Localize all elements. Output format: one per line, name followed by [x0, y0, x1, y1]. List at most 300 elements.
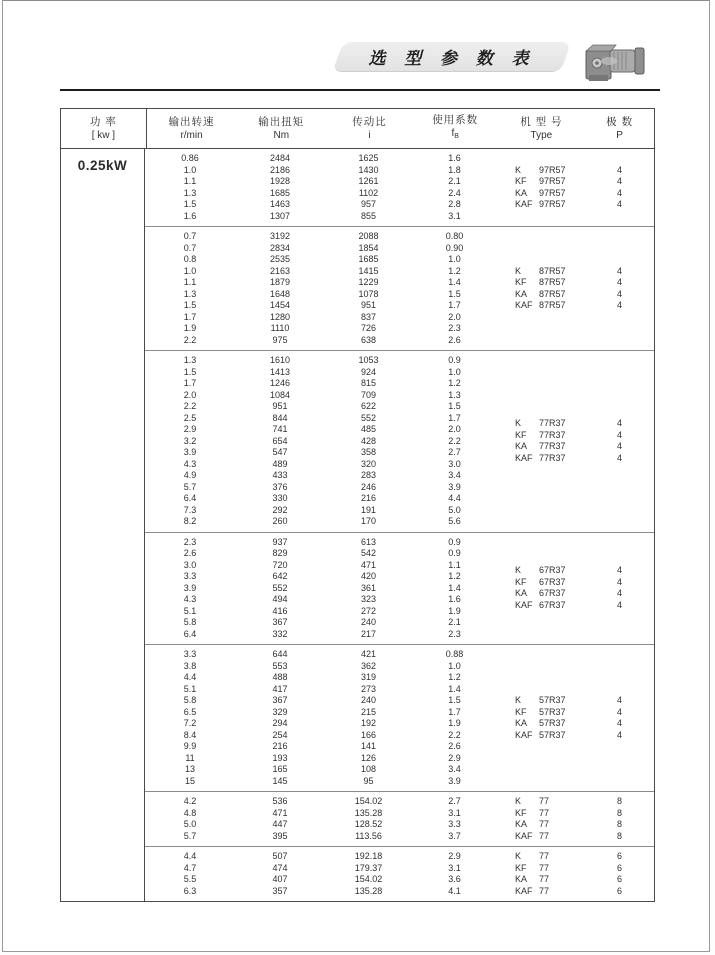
header-power-unit: [ kw ]: [91, 129, 116, 141]
value-cell: 7.3: [183, 504, 197, 515]
title-ribbon: [333, 42, 572, 71]
type-cell: [497, 165, 585, 177]
type-model: 57R37: [539, 729, 566, 740]
type-prefix: KF: [515, 176, 527, 186]
column-output-torque: [235, 153, 325, 222]
type-cell: [497, 707, 585, 719]
value-cell: 642: [272, 571, 288, 581]
type-row: [497, 453, 654, 465]
value-cell: 1.4: [448, 683, 461, 694]
type-prefix: KAF: [515, 729, 533, 740]
poles-cell: 4: [616, 277, 622, 287]
type-cell: [497, 796, 585, 808]
value-cell: 3.2: [183, 435, 197, 446]
value-cell: 193: [272, 752, 288, 763]
value-cell: 433: [272, 470, 288, 480]
table-block: [145, 846, 654, 901]
value-cell: 1.9: [448, 718, 461, 728]
value-cell: 1413: [269, 366, 291, 377]
type-row: [497, 430, 654, 442]
value-cell: 2.4: [448, 187, 461, 198]
value-cell: 2.7: [448, 447, 461, 457]
value-cell: 536: [272, 796, 288, 806]
type-prefix: KA: [515, 441, 528, 452]
type-model: 87R57: [539, 288, 566, 299]
value-cell: 1078: [358, 288, 379, 299]
value-cell: 1.1: [183, 277, 197, 287]
header-type-zh: 机 型 号: [520, 115, 563, 128]
value-cell: 471: [360, 559, 377, 570]
value-cell: 5.1: [183, 683, 197, 694]
value-cell: 294: [272, 718, 288, 728]
value-cell: 1.3: [183, 288, 197, 299]
value-cell: 1.7: [448, 706, 461, 717]
type-row: [497, 819, 654, 831]
value-cell: 2.1: [448, 176, 461, 186]
value-cell: 145: [272, 775, 288, 786]
type-row: [497, 707, 654, 719]
value-cell: 5.1: [183, 605, 197, 616]
value-cell: 126: [360, 752, 377, 763]
type-cell: [497, 277, 585, 289]
type-row: [497, 730, 654, 742]
value-cell: 1.0: [183, 265, 197, 276]
type-cell: [497, 851, 585, 863]
value-cell: 2.2: [183, 401, 197, 411]
value-cell: 0.7: [183, 242, 197, 253]
value-cell: 330: [272, 493, 288, 503]
value-cell: 1.3: [448, 389, 461, 400]
header-power: [61, 109, 147, 148]
value-cell: 1.2: [448, 571, 461, 581]
type-row: [497, 796, 654, 808]
type-row: [497, 199, 654, 211]
value-cell: 0.9: [448, 548, 461, 558]
header-power-zh: 功 率: [89, 115, 117, 128]
header-service-factor: [413, 109, 498, 148]
column-service-factor: [412, 649, 497, 787]
value-cell: 957: [360, 199, 377, 209]
type-prefix: K: [515, 796, 522, 806]
header-output-torque: [236, 109, 326, 148]
value-cell: 2.6: [448, 334, 461, 345]
value-cell: 2.3: [183, 536, 197, 547]
value-cell: 3.3: [183, 649, 197, 659]
value-cell: 240: [360, 695, 377, 705]
type-pole-group: [497, 851, 654, 897]
value-cell: 613: [360, 536, 377, 547]
column-service-factor: [412, 851, 497, 897]
value-cell: 4.2: [183, 796, 197, 806]
type-cell: [497, 577, 585, 589]
value-cell: 215: [360, 706, 377, 717]
value-cell: 488: [272, 672, 288, 682]
value-cell: 3.9: [448, 481, 461, 492]
value-cell: 376: [272, 481, 288, 492]
value-cell: 2.0: [448, 311, 461, 322]
value-cell: 3.3: [183, 571, 197, 581]
value-cell: 1.9: [448, 605, 461, 616]
type-model: 97R57: [539, 164, 566, 175]
type-cell: [497, 418, 585, 430]
value-cell: 6.3: [183, 885, 197, 896]
value-cell: 1.5: [183, 300, 197, 310]
value-cell: 3.4: [448, 764, 461, 774]
column-service-factor: [412, 537, 497, 641]
value-cell: 1928: [269, 176, 291, 186]
value-cell: 3.0: [183, 559, 197, 570]
value-cell: 0.86: [181, 153, 199, 163]
type-row: [497, 277, 654, 289]
poles-cell: 4: [616, 199, 622, 209]
value-cell: 128.52: [354, 819, 383, 829]
type-model: 77: [539, 885, 550, 896]
type-model: 67R37: [539, 588, 566, 599]
value-cell: 2.2: [448, 435, 461, 446]
type-cell: [497, 441, 585, 453]
value-cell: 361: [360, 582, 377, 593]
value-cell: 416: [272, 605, 288, 616]
value-cell: 357: [272, 885, 288, 896]
column-output-speed: [145, 231, 235, 346]
value-cell: 542: [360, 548, 377, 558]
table-block: [145, 532, 654, 645]
column-output-speed: [145, 355, 235, 528]
type-prefix: KA: [515, 874, 528, 884]
poles-cell: 4: [616, 588, 622, 599]
table-block: [145, 350, 654, 532]
value-cell: 192.18: [354, 851, 383, 861]
type-prefix: KF: [515, 807, 527, 818]
value-cell: 622: [360, 401, 377, 411]
type-model: 57R37: [539, 695, 566, 705]
value-cell: 709: [360, 389, 377, 400]
column-service-factor: [412, 231, 497, 346]
type-row: [497, 831, 654, 843]
value-cell: 6.4: [183, 493, 197, 503]
type-row: [497, 600, 654, 612]
value-cell: 191: [360, 504, 377, 515]
value-cell: 447: [272, 819, 288, 829]
type-prefix: KAF: [515, 452, 533, 463]
type-cell: [497, 289, 585, 301]
value-cell: 1053: [358, 355, 379, 365]
column-service-factor: [412, 355, 497, 528]
type-pole-group: [497, 537, 654, 641]
type-prefix: KAF: [515, 599, 533, 610]
type-cell: [497, 819, 585, 831]
poles-cell: 4: [616, 576, 622, 587]
value-cell: 2.9: [448, 851, 461, 861]
type-cell: [497, 600, 585, 612]
value-cell: 0.9: [448, 355, 461, 365]
column-ratio: [325, 796, 412, 842]
type-model: 87R57: [539, 265, 566, 276]
value-cell: 553: [272, 660, 288, 671]
value-cell: 3.4: [448, 470, 461, 480]
column-ratio: [325, 649, 412, 787]
value-cell: 471: [272, 807, 288, 818]
value-cell: 6.5: [183, 706, 197, 717]
poles-cell: 4: [616, 565, 622, 576]
type-cell: [497, 831, 585, 843]
type-row: [497, 863, 654, 875]
table-block: [145, 791, 654, 846]
value-cell: 2.3: [448, 628, 461, 639]
column-output-speed: [145, 851, 235, 897]
header-factor-zh: 使用系数: [432, 114, 479, 126]
poles-cell: 4: [616, 164, 622, 175]
type-row: [497, 289, 654, 301]
value-cell: 1685: [269, 187, 291, 198]
poles-cell: 4: [616, 300, 622, 310]
value-cell: 4.7: [183, 862, 197, 873]
value-cell: 1280: [269, 311, 291, 322]
value-cell: 0.88: [445, 649, 464, 659]
value-cell: 2.2: [183, 334, 197, 345]
value-cell: 0.8: [183, 254, 197, 264]
poles-cell: 4: [616, 288, 622, 299]
value-cell: 407: [272, 874, 288, 884]
value-cell: 1.2: [448, 378, 461, 388]
value-cell: 165: [272, 764, 288, 774]
header-poles-unit: P: [616, 129, 623, 141]
value-cell: 3.9: [183, 447, 197, 457]
type-row: [497, 165, 654, 177]
value-cell: 489: [272, 458, 288, 469]
value-cell: 216: [272, 741, 288, 751]
value-cell: 1110: [270, 323, 290, 333]
type-prefix: KF: [515, 862, 527, 873]
type-cell: [497, 300, 585, 312]
value-cell: 362: [360, 660, 377, 671]
value-cell: 2.6: [183, 548, 197, 558]
value-cell: 2.6: [448, 741, 461, 751]
value-cell: 1.5: [448, 288, 461, 299]
value-cell: 13: [184, 764, 195, 774]
column-output-speed: [145, 153, 235, 222]
value-cell: 2088: [358, 231, 379, 241]
type-model: 77R37: [539, 418, 566, 429]
value-cell: 273: [360, 683, 377, 694]
value-cell: 654: [272, 435, 288, 446]
header-type: [498, 109, 586, 148]
poles-cell: 4: [616, 441, 622, 452]
header-factor-unit: $f_B$: [451, 128, 459, 140]
value-cell: 552: [360, 412, 377, 423]
value-cell: 720: [272, 559, 288, 570]
value-cell: 1685: [358, 254, 379, 264]
value-cell: 240: [360, 617, 377, 627]
header-ratio-unit: i: [368, 129, 371, 141]
value-cell: 1463: [269, 199, 291, 209]
type-prefix: KF: [515, 277, 527, 287]
poles-cell: 4: [616, 706, 622, 717]
type-cell: [497, 266, 585, 278]
value-cell: 951: [360, 300, 377, 310]
value-cell: 507: [272, 851, 288, 861]
type-pole-group: [497, 355, 654, 528]
type-row: [497, 188, 654, 200]
value-cell: 1610: [269, 355, 291, 365]
value-cell: 166: [360, 729, 377, 740]
header-torque-zh: 输出扭矩: [258, 115, 305, 128]
type-model: 77: [539, 819, 550, 829]
type-prefix: KAF: [515, 885, 533, 896]
value-cell: 3.6: [448, 874, 461, 884]
value-cell: 4.4: [448, 493, 461, 503]
value-cell: 1.6: [448, 594, 461, 604]
value-cell: 4.1: [448, 885, 461, 896]
poles-cell: 4: [616, 695, 622, 705]
value-cell: 5.0: [183, 819, 197, 829]
type-cell: [497, 188, 585, 200]
column-output-speed: [145, 796, 235, 842]
value-cell: 254: [272, 729, 288, 740]
value-cell: 1.4: [448, 582, 461, 593]
poles-cell: 6: [616, 874, 622, 884]
type-cell: [497, 565, 585, 577]
value-cell: 1.1: [448, 559, 461, 570]
value-cell: 2.9: [183, 424, 197, 434]
value-cell: 428: [360, 435, 377, 446]
type-cell: [497, 588, 585, 600]
value-cell: 154.02: [354, 874, 383, 884]
value-cell: 9.9: [183, 741, 197, 751]
type-model: 77: [539, 874, 550, 884]
type-pole-group: [497, 796, 654, 842]
value-cell: 2535: [269, 254, 291, 264]
poles-cell: 4: [616, 187, 622, 198]
type-row: [497, 851, 654, 863]
value-cell: 2484: [269, 153, 291, 163]
poles-cell: 6: [616, 862, 622, 873]
type-prefix: K: [515, 265, 522, 276]
poles-cell: 8: [616, 830, 622, 841]
value-cell: 260: [272, 516, 288, 526]
header-speed-zh: 输出转速: [168, 115, 215, 128]
value-cell: 358: [360, 447, 377, 457]
value-cell: 1648: [269, 288, 291, 299]
column-service-factor: [412, 796, 497, 842]
poles-cell: 8: [616, 819, 622, 829]
value-cell: 1261: [358, 176, 379, 186]
poles-cell: 8: [616, 796, 622, 806]
value-cell: 179.37: [354, 862, 383, 873]
value-cell: 320: [360, 458, 377, 469]
value-cell: 1.6: [183, 210, 197, 221]
gearmotor-photo-icon: [583, 35, 649, 88]
value-cell: 547: [272, 447, 288, 457]
value-cell: 217: [360, 628, 377, 639]
type-prefix: K: [515, 164, 522, 175]
value-cell: 216: [360, 493, 377, 503]
type-prefix: KF: [515, 429, 527, 440]
value-cell: 420: [360, 571, 377, 581]
type-prefix: KA: [515, 187, 528, 198]
value-cell: 2.9: [448, 752, 461, 763]
type-prefix: K: [515, 695, 522, 705]
value-cell: 141: [360, 741, 377, 751]
value-cell: 417: [272, 683, 288, 694]
value-cell: 4.3: [183, 458, 197, 469]
value-cell: 494: [272, 594, 288, 604]
value-cell: 1.0: [183, 164, 197, 175]
value-cell: 1229: [358, 277, 379, 287]
value-cell: 829: [272, 548, 288, 558]
column-ratio: [325, 537, 412, 641]
value-cell: 3.9: [183, 582, 197, 593]
type-model: 97R57: [539, 187, 566, 198]
type-row: [497, 718, 654, 730]
type-cell: [497, 863, 585, 875]
column-ratio: [325, 355, 412, 528]
value-cell: 135.28: [354, 807, 383, 818]
value-cell: 1854: [358, 242, 379, 253]
column-output-torque: [235, 649, 325, 787]
poles-cell: 6: [616, 885, 622, 896]
value-cell: 644: [272, 649, 288, 659]
type-prefix: K: [515, 851, 522, 861]
value-cell: 170: [360, 516, 377, 526]
poles-cell: 4: [616, 729, 622, 740]
type-row: [497, 874, 654, 886]
value-cell: 95: [363, 775, 374, 786]
value-cell: 2.7: [448, 796, 461, 806]
type-prefix: KAF: [515, 830, 533, 841]
type-model: 77: [539, 851, 550, 861]
table-blocks: [145, 149, 654, 901]
column-output-torque: [235, 537, 325, 641]
value-cell: 135.28: [354, 885, 383, 896]
value-cell: 332: [272, 628, 288, 639]
column-output-speed: [145, 537, 235, 641]
value-cell: 3.8: [183, 660, 197, 671]
power-column: [61, 149, 145, 901]
type-row: [497, 565, 654, 577]
value-cell: 741: [272, 424, 288, 434]
value-cell: 1.4: [448, 277, 461, 287]
type-model: 77R37: [539, 429, 566, 440]
value-cell: 6.4: [183, 628, 197, 639]
value-cell: 2834: [269, 242, 291, 253]
value-cell: 1.9: [183, 323, 197, 333]
type-model: 87R57: [539, 300, 566, 310]
poles-cell: 4: [616, 718, 622, 728]
value-cell: 2.8: [448, 199, 461, 209]
value-cell: 1084: [269, 389, 291, 400]
value-cell: 421: [360, 649, 377, 659]
type-prefix: K: [515, 418, 522, 429]
header-torque-unit: Nm: [273, 129, 290, 141]
value-cell: 1.2: [448, 672, 461, 682]
type-prefix: KA: [515, 718, 528, 728]
value-cell: 1.0: [448, 366, 461, 377]
value-cell: 1.6: [448, 153, 461, 163]
type-prefix: KAF: [515, 199, 533, 209]
value-cell: 2.2: [448, 729, 461, 740]
value-cell: 3.7: [448, 830, 461, 841]
type-row: [497, 886, 654, 898]
value-cell: 1.5: [448, 695, 461, 705]
header-poles: [585, 109, 654, 148]
value-cell: 0.90: [445, 242, 464, 253]
value-cell: 2.5: [183, 412, 197, 423]
column-output-torque: [235, 796, 325, 842]
value-cell: 4.4: [183, 672, 197, 682]
value-cell: 4.8: [183, 807, 197, 818]
value-cell: 8.4: [183, 729, 197, 740]
